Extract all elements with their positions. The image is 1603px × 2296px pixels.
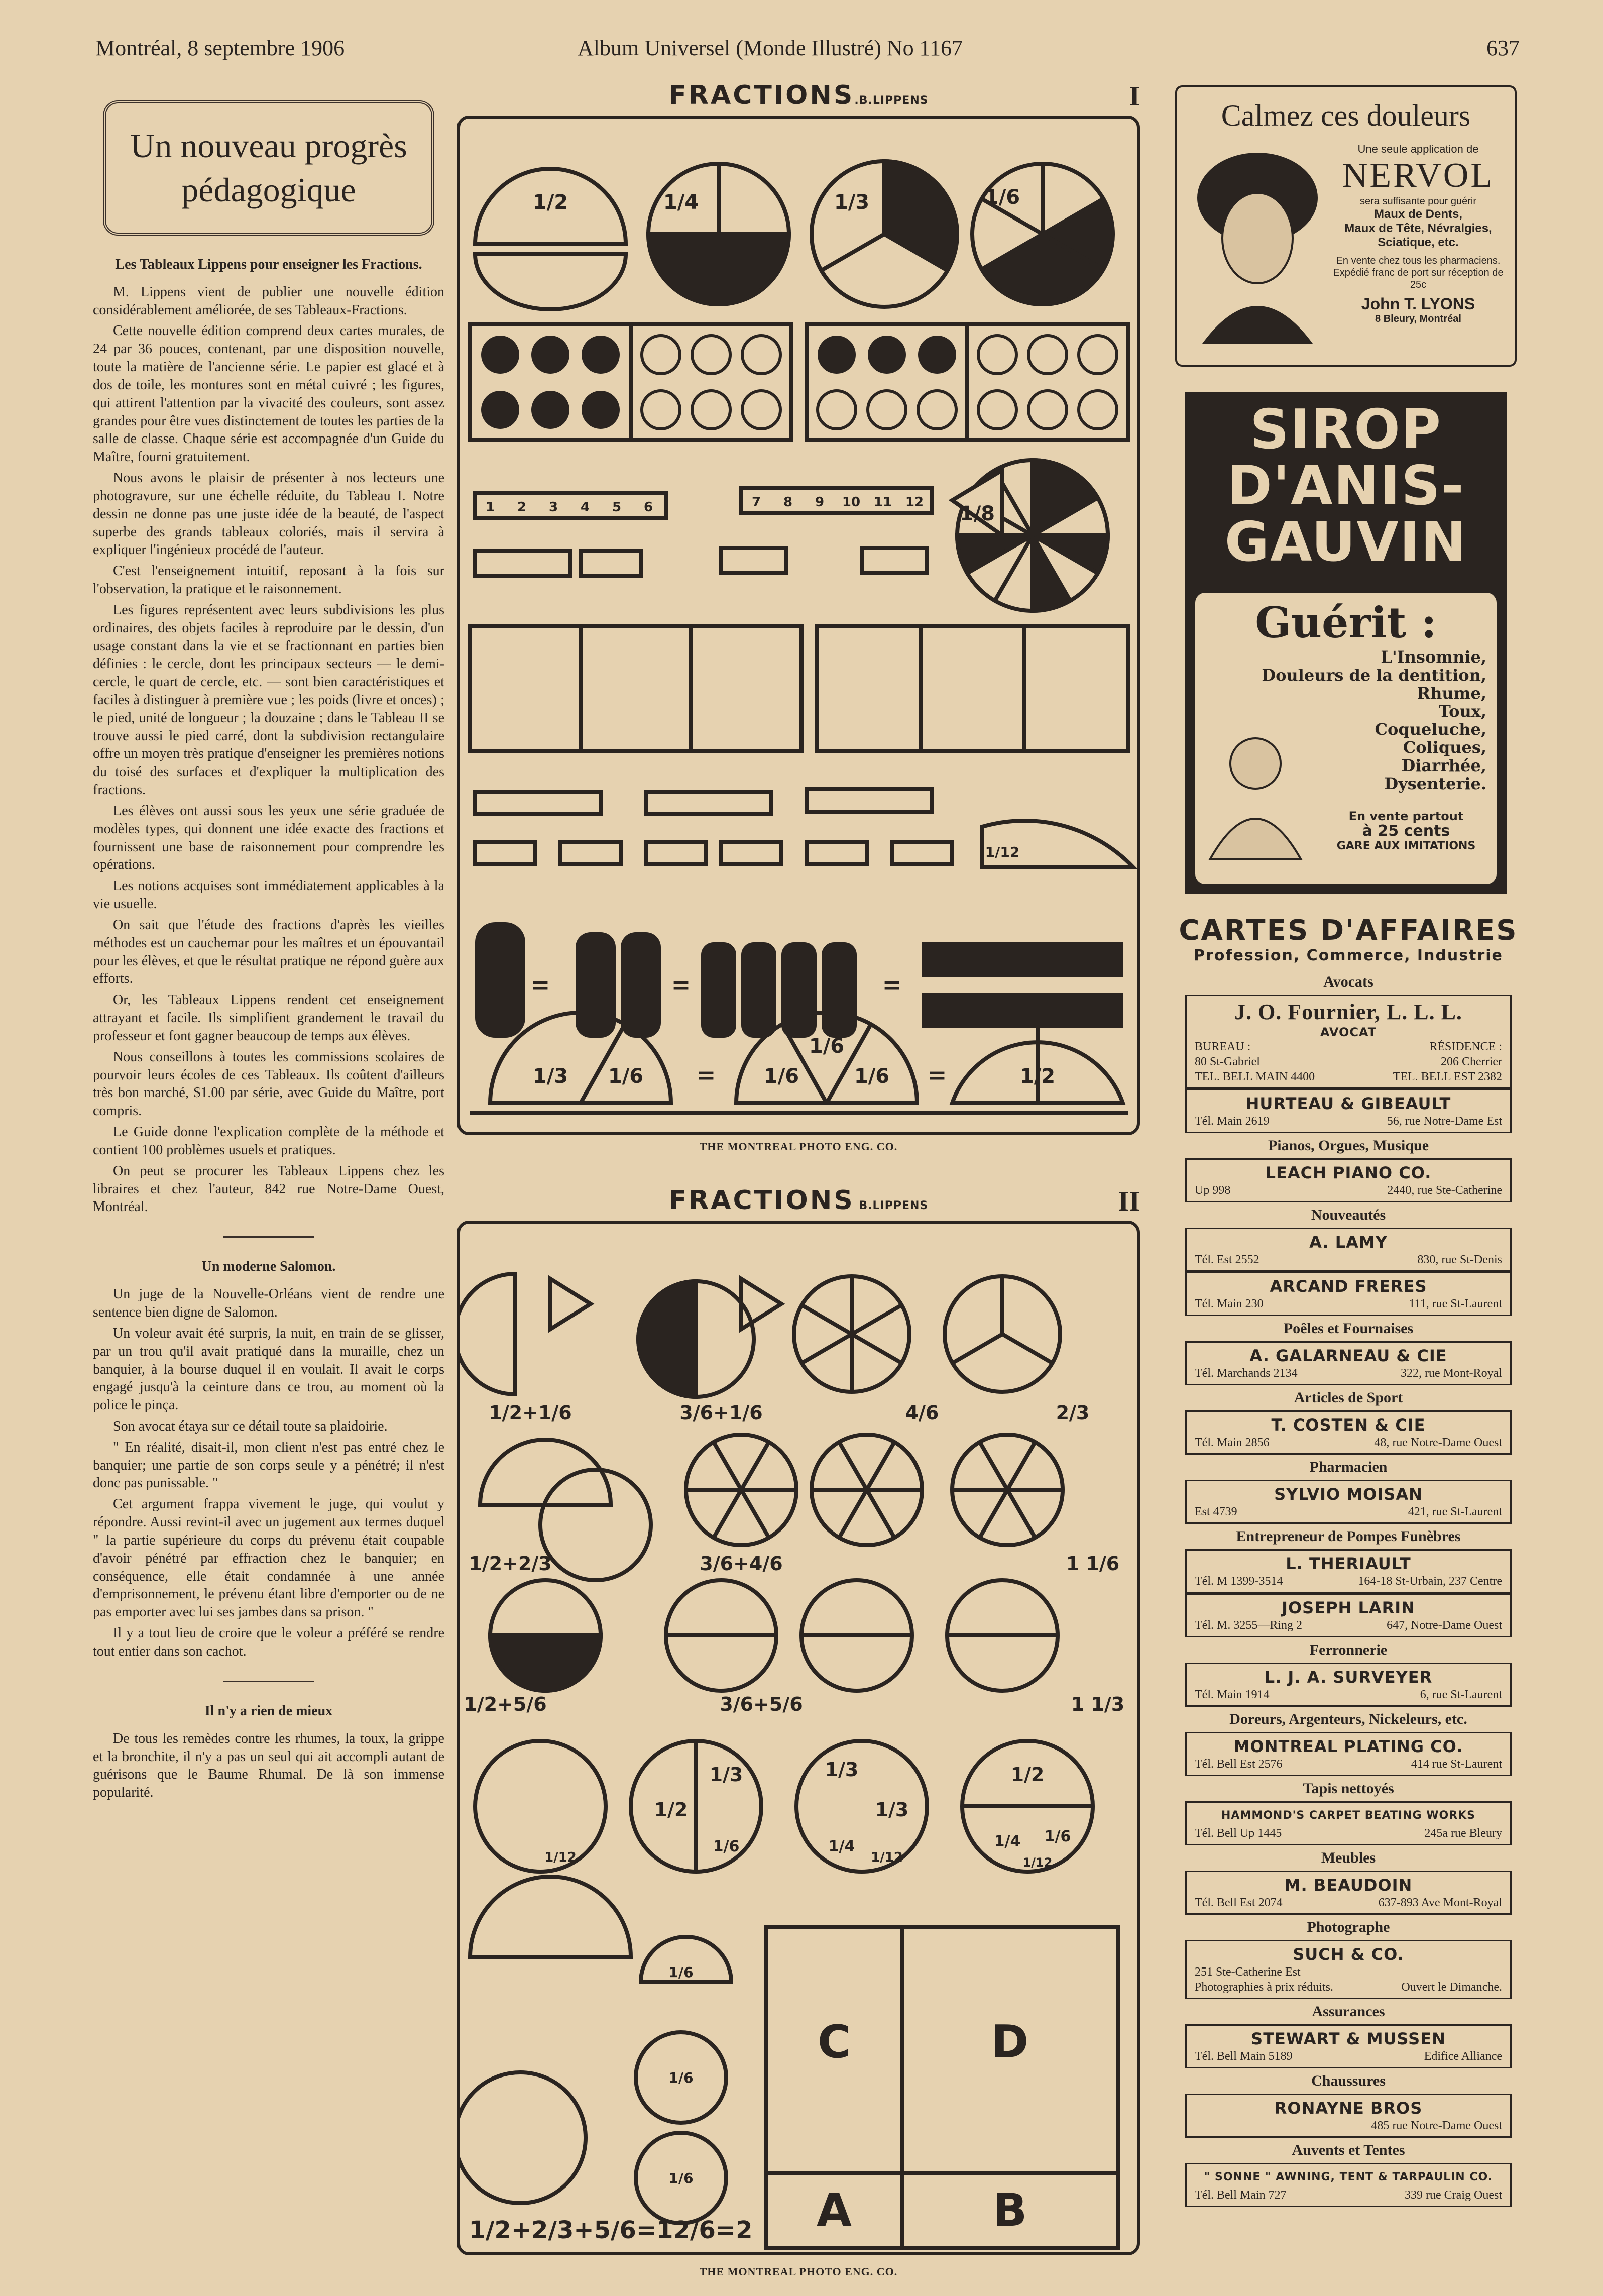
plate-2-label: 1/6: [668, 2170, 694, 2186]
card-line: [1195, 1687, 1502, 1702]
article2-title: Un moderne Salomon.: [201, 1259, 336, 1275]
article-paragraph: Le Guide donne l'explication complète de la méthode et contient 100 problèmes usuels et pratiques.: [93, 1124, 444, 1158]
nervol-product: NERVOL: [1342, 156, 1495, 195]
business-card: [1185, 1228, 1512, 1272]
card-name: A. LAMY: [1309, 1233, 1388, 1252]
ruler-label: 9: [815, 495, 825, 510]
card-category: Ferronnerie: [1309, 1642, 1388, 1658]
card-line-cell: TEL. BELL EST 2382: [1393, 1070, 1502, 1083]
plate-2-illustration: [460, 1224, 1137, 2252]
card-category: Tapis nettoyés: [1303, 1780, 1394, 1797]
card-line: [1195, 1183, 1502, 1198]
plate-1-label: 1/4: [663, 191, 699, 214]
card-line-cell: Est 4739: [1195, 1505, 1237, 1518]
divider: [223, 1236, 314, 1238]
card-line: [1195, 1069, 1502, 1084]
plate-1-credit: THE MONTREAL PHOTO ENG. CO.: [699, 1140, 898, 1153]
card-category: Assurances: [1312, 2003, 1385, 2020]
right-column: [1175, 85, 1522, 2275]
plate-2-label: 1/12: [544, 1850, 577, 1865]
plate-1-label: 1/3: [532, 1065, 568, 1088]
card-line-cell: 2440, rue Ste-Catherine: [1387, 1184, 1502, 1197]
plate-2-label: 3/6+4/6: [700, 1553, 783, 1575]
card-line-cell: 485 rue Notre-Dame Ouest: [1371, 2119, 1502, 2132]
plate-1-illustration: [460, 119, 1137, 1132]
business-card: [1185, 2024, 1512, 2068]
card-name: LEACH PIANO CO.: [1265, 1163, 1432, 1182]
ruler-label: 1: [485, 500, 495, 515]
plate-1-label: 1/6: [763, 1065, 799, 1088]
plate-1-label: 1/6: [608, 1065, 644, 1088]
plate-2-label: 1/6: [713, 1838, 740, 1855]
plate-2-label: 1/2: [1010, 1764, 1045, 1786]
card-line-cell: 830, rue St-Denis: [1417, 1253, 1502, 1266]
card-line-cell: 322, rue Mont-Royal: [1401, 1367, 1502, 1380]
plate-2-label: 1/12: [871, 1850, 903, 1865]
plate-1-label: 1/2: [532, 191, 568, 214]
card-line-cell: 637-893 Ave Mont-Royal: [1378, 1896, 1502, 1909]
card-line: [1195, 1366, 1502, 1381]
article-paragraph: Les notions acquises sont immédiatement applicables à la vie usuelle.: [93, 878, 444, 912]
plate-1-frame: [457, 116, 1140, 1135]
card-line-cell: Tél. M. 3255—Ring 2: [1195, 1619, 1302, 1632]
card-line-cell: BUREAU :: [1195, 1040, 1251, 1053]
plate-2-label: 1 1/3: [1071, 1693, 1125, 1715]
article-title-box: [103, 100, 434, 236]
article-paragraph: Nous avons le plaisir de présenter à nos lecteurs une photogravure, sur une échelle réduite, du Tableau I. Notre dessin ne donne pas une juste idée de la beauté, de l'aspect superbe des grands tableaux coloriés, mais il servira à expliquer l'ingénieux procédé de l'auteur.: [93, 470, 444, 558]
ruler-label: 4: [580, 500, 590, 515]
card-line: [1195, 1826, 1502, 1841]
card-category: Meubles: [1321, 1849, 1376, 1866]
plate-1-eq: =: [882, 971, 902, 998]
card-line-cell: 414 rue St-Laurent: [1411, 1758, 1502, 1771]
article-paragraph: De tous les remèdes contre les rhumes, la toux, la grippe et la bronchite, il n'y a pas un seul qui ait accompli autant de guérisons que le Baume Rhumal. De là son immense popularité.: [93, 1730, 444, 1801]
plate-2-label: 1/12: [1022, 1855, 1053, 1870]
card-line: [1195, 1039, 1502, 1054]
card-line-cell: Tél. Est 2552: [1195, 1253, 1259, 1266]
card-line-cell: Tél. Bell Est 2074: [1195, 1896, 1283, 1909]
card-name: M. BEAUDOIN: [1284, 1876, 1413, 1895]
card-line-cell: 80 St-Gabriel: [1195, 1055, 1260, 1068]
ruler-label: 8: [783, 495, 793, 510]
plate-2-label: 4/6: [905, 1402, 939, 1424]
plate-1-label: 1/6: [984, 186, 1020, 209]
plate-2-final-equation: 1/2+2/3+5/6=12/6=2: [469, 2216, 753, 2244]
card-name: HAMMOND'S CARPET BEATING WORKS: [1221, 1809, 1475, 1822]
business-cards-header: [1175, 914, 1522, 964]
card-line-cell: 6, rue St-Laurent: [1420, 1688, 1502, 1701]
card-line-cell: RÉSIDENCE :: [1429, 1040, 1502, 1053]
square-label: A: [817, 2184, 852, 2237]
card-line-cell: 56, rue Notre-Dame Est: [1387, 1115, 1502, 1128]
business-card: [1185, 995, 1512, 1089]
nervol-address: 8 Bleury, Montréal: [1375, 313, 1461, 324]
article-paragraph: On sait que l'étude des fractions d'après les vieilles méthodes est un cauchemar pour les maîtres et un épouvantail pour les élèves, et que le résultat pratique ne répond guère aux efforts.: [93, 917, 444, 987]
sirop-price: En vente partout à 25 cents GARE AUX IMITATIONS: [1336, 809, 1476, 852]
plate-2-label: 3/6+5/6: [720, 1693, 803, 1715]
nervol-line: Maux de Dents,: [1373, 207, 1463, 221]
article-paragraph: Les élèves ont aussi sous les yeux une série graduée de modèles types, qui donnent une idée exacte des fractions et fournissent une base de raisonnement pour comprendre les opérations.: [93, 803, 444, 873]
plate-1-label: 1/12: [985, 844, 1020, 860]
woman-portrait-image: [1187, 143, 1328, 344]
page-number: 637: [1486, 36, 1520, 60]
article-paragraph: Son avocat étaya sur ce détail toute sa plaidoirie.: [113, 1418, 388, 1434]
card-name: " SONNE " AWNING, TENT & TARPAULIN CO.: [1204, 2171, 1493, 2183]
card-line: [1195, 1618, 1502, 1633]
ruler-label: 11: [873, 495, 892, 510]
card-line-cell: 339 rue Craig Ouest: [1405, 2189, 1502, 2202]
ruler-label: 2: [517, 500, 527, 515]
plate-1-eq: =: [696, 1061, 716, 1088]
card-name: L. THERIAULT: [1286, 1554, 1411, 1573]
article-paragraph: M. Lippens vient de publier une nouvelle édition considérablement améliorée, de ses Tableaux-Fractions.: [93, 284, 444, 318]
nervol-seller: John T. LYONS: [1361, 295, 1475, 313]
plate-1-label: 1/6: [854, 1065, 890, 1088]
card-line: [1195, 2118, 1502, 2133]
article-paragraph: Cet argument frappa vivement le juge, qui voulut y répondre. Aussi revint-il avec un jugement aux termes duquel " la partie supérieure du corps du prévenu était coupable d'avoir pénétré par effraction chez le banquier; en conséquence, elle était condamnée à une année d'emprisonnement, le prévenu étant libre d'emporter ou de ne pas emporter avec lui ses jambes dans sa prison. ": [93, 1496, 444, 1620]
article-subtitle: Les Tableaux Lippens pour enseigner les Fractions.: [115, 256, 422, 272]
cards-title: CARTES D'AFFAIRES: [1179, 914, 1518, 947]
left-column: [93, 95, 444, 2255]
nervol-line: Sciatique, etc.: [1378, 236, 1459, 249]
nervol-line: En vente chez tous les pharmaciens. Expédié franc de port sur réception de 25c: [1333, 255, 1504, 290]
plate-2-label: 1/6: [1044, 1828, 1071, 1845]
nervol-line: sera suffisante pour guérir: [1360, 196, 1476, 207]
card-line-cell: Tél. Main 1914: [1195, 1688, 1270, 1701]
card-category: Avocats: [1323, 973, 1373, 990]
business-card: [1185, 1940, 1512, 1999]
business-card: [1185, 2094, 1512, 2138]
ruler-label: 3: [548, 500, 558, 515]
divider: [223, 1681, 314, 1682]
card-line: [1195, 2049, 1502, 2064]
card-line-cell: 647, Notre-Dame Ouest: [1387, 1619, 1502, 1632]
business-card: [1185, 1158, 1512, 1202]
plate-2-title: FRACTIONS B.LIPPENS: [668, 1185, 929, 1216]
nervol-text: [1328, 143, 1509, 325]
card-name: T. COSTEN & CIE: [1271, 1415, 1426, 1435]
card-name: J. O. Fournier, L. L. L.: [1234, 1000, 1462, 1024]
card-category: Poêles et Fournaises: [1283, 1320, 1414, 1337]
card-line-cell: TEL. BELL MAIN 4400: [1195, 1070, 1315, 1083]
business-card: [1185, 1801, 1512, 1845]
plate-2-label: 1/2+2/3: [469, 1553, 552, 1575]
plate-2-label: 1/6: [668, 1964, 694, 1981]
plate-1-label: 1/2: [1019, 1065, 1056, 1088]
plate-1-label: 1/6: [809, 1035, 845, 1058]
card-line: [1195, 1252, 1502, 1267]
article-title-line1: Un nouveau progrès: [130, 127, 407, 165]
card-line-cell: 164-18 St-Urbain, 237 Centre: [1358, 1575, 1502, 1588]
plate-2-label: 1/2+1/6: [489, 1402, 572, 1424]
plate-1-title: FRACTIONS.B.LIPPENS: [668, 80, 929, 111]
card-line-cell: Tél. Bell Est 2576: [1195, 1758, 1283, 1771]
sirop-ad: [1185, 392, 1507, 894]
card-line-cell: Up 998: [1195, 1184, 1231, 1197]
business-card: [1185, 1663, 1512, 1707]
business-card: [1185, 1410, 1512, 1455]
card-line-cell: 245a rue Bleury: [1424, 1827, 1502, 1840]
card-name: L. J. A. SURVEYER: [1264, 1668, 1433, 1687]
nervol-ad: [1175, 85, 1517, 367]
plate-2-credit: THE MONTREAL PHOTO ENG. CO.: [699, 2265, 898, 2278]
card-line-cell: Tél. M 1399-3514: [1195, 1575, 1283, 1588]
card-name: MONTREAL PLATING CO.: [1233, 1737, 1463, 1756]
plate-2-label: 1/3: [875, 1799, 909, 1821]
sirop-gueris: Guérit :: [1255, 598, 1437, 647]
square-label: C: [817, 2016, 851, 2068]
card-line-cell: Tél. Main 2856: [1195, 1436, 1270, 1449]
card-name: RONAYNE BROS: [1274, 2099, 1423, 2118]
business-card: [1185, 1593, 1512, 1637]
card-line: [1195, 2188, 1502, 2203]
cards-subtitle: Profession, Commerce, Industrie: [1194, 947, 1503, 964]
card-line: [1195, 1757, 1502, 1772]
plate-1-number: I: [1129, 81, 1140, 112]
article3-title: Il n'y a rien de mieux: [204, 1703, 333, 1719]
article-paragraph: C'est l'enseignement intuitif, reposant à la fois sur l'observation, la pratique et le raisonnement.: [93, 563, 444, 597]
plate-1-eq: =: [927, 1061, 947, 1088]
article-paragraph: Cette nouvelle édition comprend deux cartes murales, de 24 par 36 pouces, contenant, par une disposition nouvelle, toute la matière de l'ancienne série. Le papier est glacé et à dos de toile, les montures sont en métal cuivré ; les figures, qui attirent l'attention par la vivacité des couleurs, sont assez grandes pour être vues distinctement de toutes les parties de la salle de classe. Chaque série est accompagnée d'un Guide du Maître, fourni gratuitement.: [93, 323, 444, 465]
plate-1-eq: =: [671, 971, 691, 998]
article2-body: [93, 1285, 444, 1661]
card-line: [1195, 1895, 1502, 1910]
card-line: [1195, 1114, 1502, 1129]
business-card: [1185, 1341, 1512, 1385]
plate-2-label: 1/4: [994, 1833, 1021, 1850]
sirop-panel: [1195, 593, 1497, 884]
card-line: [1195, 1054, 1502, 1069]
card-category: Articles de Sport: [1294, 1389, 1403, 1406]
card-line-cell: 111, rue St-Laurent: [1409, 1297, 1502, 1310]
card-line-cell: Edifice Alliance: [1424, 2050, 1502, 2063]
square-label: D: [991, 2016, 1029, 2068]
card-name: HURTEAU & GIBEAULT: [1245, 1094, 1451, 1113]
card-line: [1195, 1980, 1502, 1995]
card-line-cell: Tél. Bell Up 1445: [1195, 1827, 1282, 1840]
square-label: B: [992, 2184, 1027, 2237]
ruler-label: 6: [643, 500, 653, 515]
plate-2-label: 1/3: [825, 1759, 859, 1781]
ruler-label: 5: [612, 500, 622, 515]
ruler-label: 10: [842, 495, 861, 510]
card-line-cell: 206 Cherrier: [1441, 1055, 1502, 1068]
article-paragraph: On peut se procurer les Tableaux Lippens chez les libraires et chez l'auteur, 842 rue Notre-Dame Ouest, Montréal.: [93, 1163, 444, 1215]
card-category: Photographe: [1307, 1919, 1390, 1935]
card-category: Entrepreneur de Pompes Funèbres: [1236, 1528, 1461, 1545]
plate-2-label: 1/3: [709, 1764, 743, 1786]
card-category: Doreurs, Argenteurs, Nickeleurs, etc.: [1229, 1711, 1467, 1727]
plate-2-label: 1/4: [828, 1838, 855, 1855]
masthead-date: Montréal, 8 septembre 1906: [95, 36, 345, 60]
plate-2: [452, 1185, 1145, 2280]
card-category: Chaussures: [1311, 2072, 1386, 2089]
card-line: [1195, 1964, 1502, 1980]
card-line-cell: Tél. Main 2619: [1195, 1115, 1270, 1128]
card-name: JOSEPH LARIN: [1282, 1598, 1415, 1617]
business-card: [1185, 1089, 1512, 1133]
card-name: SYLVIO MOISAN: [1274, 1485, 1423, 1504]
business-card: [1185, 1549, 1512, 1593]
card-line-cell: Ouvert le Dimanche.: [1401, 1981, 1502, 1994]
article-paragraph: Les figures représentent avec leurs subdivisions les plus ordinaires, des objets faciles à reproduire par le dessin, d'un usage constant dans la vie et se fractionnant en parties bien définies : le cercle, dont les principaux secteurs — le demi-cercle, le quart de cercle, etc. — sont bien caractéristiques et faciles à distinguer à première vue ; les poids (livre et onces) ; le pied, unité de longueur ; la douzaine ; dans le Tableau II se trouve aussi le pied carré, dont la subdivision rectangulaire offre un moyen très pratique d'enseigner les premières notions du toisé des surfaces et d'expliquer la multiplication des fractions.: [93, 602, 444, 798]
article-paragraph: Nous conseillons à toutes les commissions scolaires de pourvoir leurs écoles de ces Tableaux. Ils coûtent d'ailleurs très bon marché, $1.00 par série, avec Guide du Maître, port compris.: [93, 1049, 444, 1119]
card-name: STEWART & MUSSEN: [1251, 2029, 1446, 2048]
card-name: SUCH & CO.: [1293, 1945, 1404, 1964]
card-line: [1195, 1574, 1502, 1589]
card-line-cell: Tél. Main 230: [1195, 1297, 1264, 1310]
plate-2-frame: [457, 1221, 1140, 2255]
card-line-cell: Tél. Bell Main 727: [1195, 2189, 1287, 2202]
ruler-label: 12: [905, 495, 924, 510]
plate-2-label: 2/3: [1056, 1402, 1090, 1424]
sirop-ailments: L'Insomnie, Douleurs de la dentition, Rhume, Toux, Coqueluche, Coliques, Diarrhée, Dysenterie.: [1262, 647, 1486, 793]
sirop-brand: SIROP D'ANIS- GAUVIN: [1224, 398, 1467, 574]
nervol-line: Une seule application de: [1357, 143, 1479, 155]
business-card: [1185, 2163, 1512, 2207]
card-line: [1195, 1504, 1502, 1519]
article-paragraph: " En réalité, disait-il, mon client n'est pas entré chez le banquier; une partie de son corps seule y a pénétré; il n'est donc pas punissable. ": [93, 1439, 444, 1491]
article-paragraph: Il y a tout lieu de croire que le voleur a préféré se rendre tout entier dans son cachot.: [93, 1625, 444, 1659]
card-line-cell: Tél. Marchands 2134: [1195, 1367, 1298, 1380]
masthead-publication: Album Universel (Monde Illustré) No 1167: [578, 36, 963, 60]
card-name: ARCAND FRERES: [1270, 1277, 1427, 1296]
card-category: Pharmacien: [1309, 1459, 1388, 1475]
business-cards: [1175, 969, 1522, 2207]
plate-2-label: 1 1/6: [1066, 1553, 1120, 1575]
plate-1-label: 1/3: [834, 191, 870, 214]
plate-2-label: 1/2+5/6: [464, 1693, 547, 1715]
card-line: [1195, 1296, 1502, 1311]
article-paragraph: Un juge de la Nouvelle-Orléans vient de rendre une sentence bien digne de Salomon.: [93, 1286, 444, 1321]
business-card: [1185, 1732, 1512, 1776]
fraction-plates: [447, 80, 1170, 2290]
plate-1-label: 1/8: [959, 502, 995, 525]
plate-2-label: 3/6+1/6: [679, 1402, 763, 1424]
masthead: [95, 30, 1527, 70]
card-category: Pianos, Orgues, Musique: [1268, 1137, 1429, 1154]
plate-2-number: II: [1118, 1186, 1140, 1217]
nervol-heading: Calmez ces douleurs: [1221, 99, 1471, 132]
plate-1-eq: =: [530, 971, 550, 998]
article-paragraph: Or, les Tableaux Lippens rendent cet enseignement attrayant et facile. Ils simplifient grandement le travail du professeur et font gagner beaucoup de temps aux élèves.: [93, 992, 444, 1044]
card-subtitle: AVOCAT: [1320, 1025, 1377, 1039]
card-line-cell: 421, rue St-Laurent: [1408, 1505, 1502, 1518]
article3-body: [93, 1730, 444, 1802]
article-title-line2: pédagogique: [181, 171, 356, 209]
card-line-cell: Tél. Bell Main 5189: [1195, 2050, 1293, 2063]
card-line-cell: 48, rue Notre-Dame Ouest: [1374, 1436, 1502, 1449]
card-line: [1195, 1435, 1502, 1450]
plate-2-label: 1/2: [654, 1799, 688, 1821]
business-card: [1185, 1272, 1512, 1316]
card-line-cell: Photographies à prix réduits.: [1195, 1981, 1333, 1994]
card-line-cell: 251 Ste-Catherine Est: [1195, 1965, 1301, 1979]
article-body: [93, 283, 444, 1216]
plate-2-label: 1/6: [668, 2069, 694, 2086]
article-paragraph: Un voleur avait été surpris, la nuit, en train de se glisser, par un trou qu'il avait pratiqué dans la muraille, chez un banquier, à la bourse duquel il en voulait. Il avait le corps engagé jusqu'à la ceinture dans ce trou, au moment où la police le pinça.: [93, 1325, 444, 1413]
card-category: Nouveautés: [1311, 1207, 1386, 1223]
card-name: A. GALARNEAU & CIE: [1249, 1346, 1447, 1365]
card-category: Auvents et Tentes: [1292, 2142, 1405, 2158]
plate-1: [452, 80, 1145, 1155]
nervol-line: Maux de Tête, Névralgies,: [1344, 222, 1492, 235]
ruler-label: 7: [751, 495, 761, 510]
business-card: [1185, 1871, 1512, 1915]
business-card: [1185, 1480, 1512, 1524]
